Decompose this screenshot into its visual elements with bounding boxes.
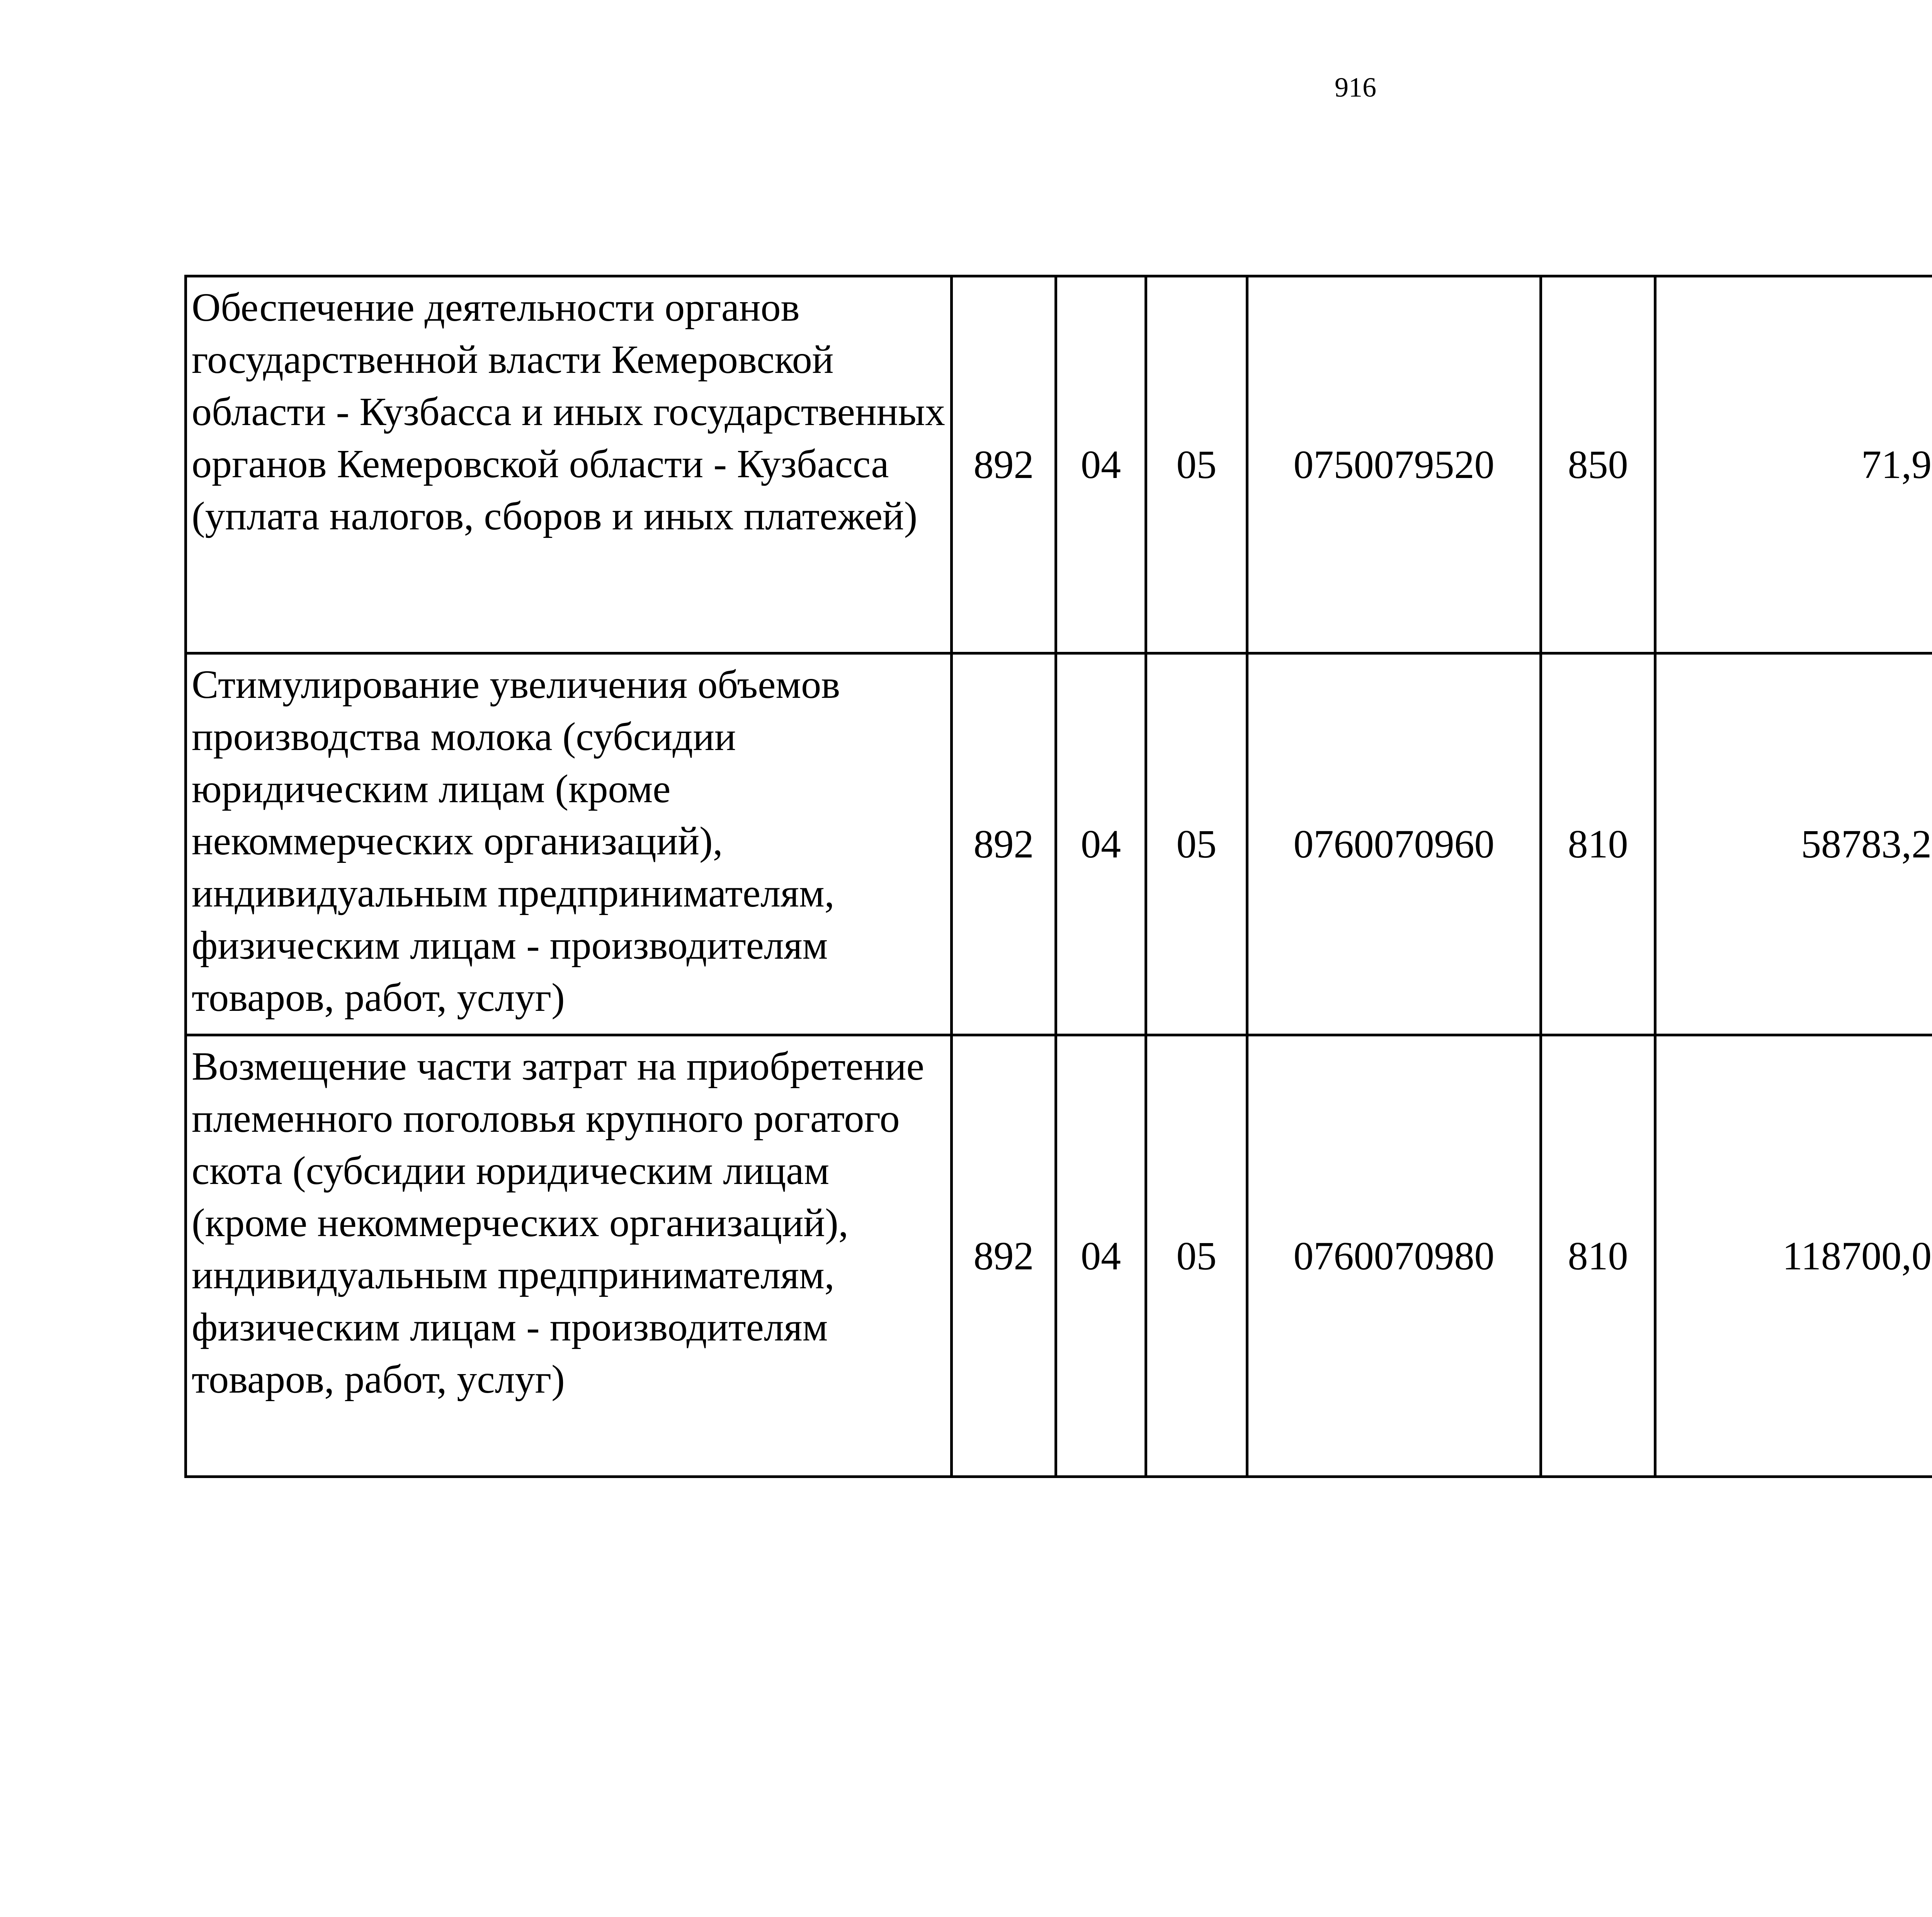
table-row	[186, 276, 1932, 653]
ministry-code: 892	[952, 1035, 1056, 1477]
expense-type-code: 810	[1541, 1035, 1655, 1477]
amount-1: 71,9	[1655, 276, 1932, 653]
table-row	[186, 1035, 1932, 1477]
subsection-code: 05	[1146, 653, 1247, 1035]
section-code: 04	[1056, 653, 1146, 1035]
subsection-code: 05	[1146, 1035, 1247, 1477]
subsection-code: 05	[1146, 276, 1247, 653]
expense-type-code: 810	[1541, 653, 1655, 1035]
budget-table	[184, 275, 1932, 1478]
section-code: 04	[1056, 1035, 1146, 1477]
section-code: 04	[1056, 276, 1146, 653]
amount-1: 118700,0	[1655, 1035, 1932, 1477]
ministry-code: 892	[952, 653, 1056, 1035]
table-row	[186, 653, 1932, 1035]
ministry-code: 892	[952, 276, 1056, 653]
target-article-code: 0750079520	[1247, 276, 1541, 653]
row-description: Стимулирование увеличения объемов производства молока (субсидии юридическим лицам (кроме некоммерческих организаций), индивидуальным предпринимателям, физическим лицам - производителям товаров, работ, услуг)	[186, 653, 952, 1035]
page-number: 916	[1335, 72, 1376, 103]
target-article-code: 0760070960	[1247, 653, 1541, 1035]
amount-1: 58783,2	[1655, 653, 1932, 1035]
row-description: Обеспечение деятельности органов государственной власти Кемеровской области - Кузбасса и иных государственных органов Кемеровской области - Кузбасса (уплата налогов, сборов и иных платежей)	[186, 276, 952, 653]
row-description: Возмещение части затрат на приобретение племенного поголовья крупного рогатого скота (субсидии юридическим лицам (кроме некоммерческих организаций), индивидуальным предпринимателям, физическим лицам - производителям товаров, работ, услуг)	[186, 1035, 952, 1477]
target-article-code: 0760070980	[1247, 1035, 1541, 1477]
expense-type-code: 850	[1541, 276, 1655, 653]
